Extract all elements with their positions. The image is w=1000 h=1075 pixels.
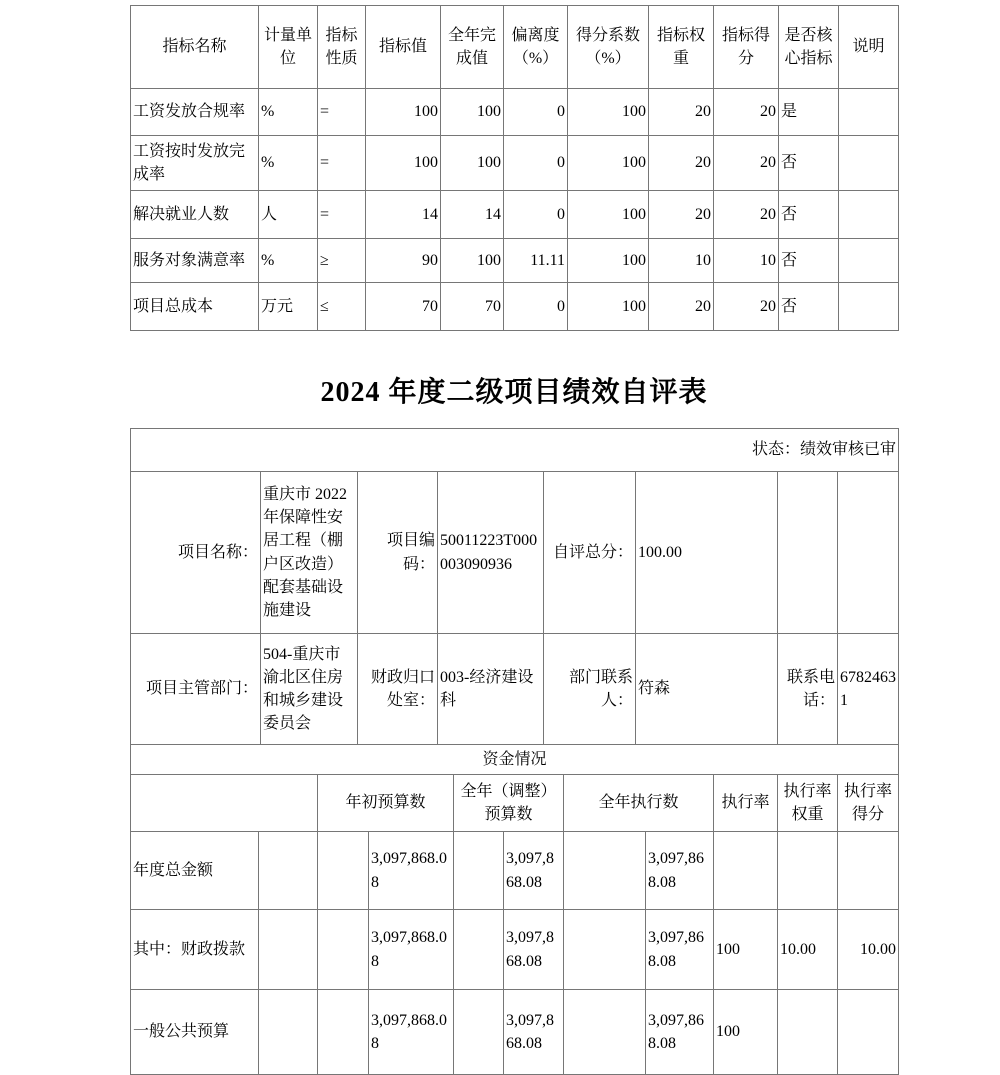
metric-target-cell: 100 bbox=[366, 89, 441, 136]
metric-core-cell: 否 bbox=[779, 283, 839, 331]
metric-name-cell: 解决就业人数 bbox=[131, 191, 259, 239]
metric-completed-cell: 100 bbox=[441, 89, 504, 136]
metric-note-cell bbox=[839, 239, 899, 283]
empty-cell bbox=[318, 990, 369, 1075]
metric-unit-cell: % bbox=[259, 239, 318, 283]
metric-name-cell: 工资发放合规率 bbox=[131, 89, 259, 136]
col-header-initial-budget: 年初预算数 bbox=[318, 775, 454, 832]
finance-office-value: 003-经济建设科 bbox=[438, 634, 544, 745]
project-name-label: 项目名称： bbox=[131, 472, 261, 634]
metric-unit-cell: % bbox=[259, 89, 318, 136]
metric-deviation-cell: 0 bbox=[504, 283, 568, 331]
metric-score-cell: 20 bbox=[714, 89, 779, 136]
finance-office-label: 财政归口处室： bbox=[358, 634, 438, 745]
rate-weight-value bbox=[778, 990, 838, 1075]
project-name-row bbox=[131, 472, 899, 634]
funding-table bbox=[130, 774, 899, 1075]
col-header-is-core: 是否核心指标 bbox=[779, 6, 839, 89]
funding-section-row bbox=[131, 745, 899, 775]
metric-note-cell bbox=[839, 89, 899, 136]
empty-cell bbox=[259, 832, 318, 910]
metric-nature-cell: = bbox=[318, 191, 366, 239]
rate-weight-value bbox=[778, 832, 838, 910]
initial-budget-value: 3,097,868.08 bbox=[369, 832, 454, 910]
metric-completed-cell: 100 bbox=[441, 239, 504, 283]
metric-score-cell: 20 bbox=[714, 283, 779, 331]
metric-weight-cell: 20 bbox=[649, 136, 714, 191]
col-header-target-value: 指标值 bbox=[366, 6, 441, 89]
empty-header-cell bbox=[131, 775, 318, 832]
funding-row bbox=[131, 832, 899, 910]
empty-cell bbox=[454, 832, 504, 910]
empty-cell bbox=[838, 472, 899, 634]
self-score-value: 100.00 bbox=[636, 472, 778, 634]
adjusted-budget-value: 3,097,868.08 bbox=[504, 832, 564, 910]
metric-row bbox=[131, 89, 899, 136]
execution-rate-value bbox=[714, 832, 778, 910]
metric-coefficient-cell: 100 bbox=[568, 191, 649, 239]
metric-unit-cell: 万元 bbox=[259, 283, 318, 331]
metric-coefficient-cell: 100 bbox=[568, 136, 649, 191]
project-code-value: 50011223T000003090936 bbox=[438, 472, 544, 634]
metric-weight-cell: 20 bbox=[649, 191, 714, 239]
metric-nature-cell: = bbox=[318, 89, 366, 136]
department-row bbox=[131, 634, 899, 745]
metric-score-cell: 20 bbox=[714, 191, 779, 239]
metric-deviation-cell: 0 bbox=[504, 136, 568, 191]
metric-name-cell: 项目总成本 bbox=[131, 283, 259, 331]
metric-nature-cell: ≤ bbox=[318, 283, 366, 331]
metric-core-cell: 否 bbox=[779, 136, 839, 191]
metric-target-cell: 100 bbox=[366, 136, 441, 191]
executed-amount-value: 3,097,868.08 bbox=[646, 990, 714, 1075]
metric-row bbox=[131, 136, 899, 191]
funding-row-label: 年度总金额 bbox=[131, 832, 259, 910]
metric-target-cell: 70 bbox=[366, 283, 441, 331]
department-label: 项目主管部门： bbox=[131, 634, 261, 745]
metric-note-cell bbox=[839, 191, 899, 239]
col-header-note: 说明 bbox=[839, 6, 899, 89]
col-header-deviation: 偏离度（%） bbox=[504, 6, 568, 89]
metric-nature-cell: = bbox=[318, 136, 366, 191]
metric-note-cell bbox=[839, 136, 899, 191]
empty-cell bbox=[778, 472, 838, 634]
rate-weight-value: 10.00 bbox=[778, 910, 838, 990]
col-header-adjusted-budget: 全年（调整）预算数 bbox=[454, 775, 564, 832]
page bbox=[0, 5, 1000, 1066]
col-header-execution-rate: 执行率 bbox=[714, 775, 778, 832]
col-header-completed-value: 全年完成值 bbox=[441, 6, 504, 89]
metric-core-cell: 否 bbox=[779, 191, 839, 239]
funding-row bbox=[131, 990, 899, 1075]
phone-label: 联系电话： bbox=[778, 634, 838, 745]
col-header-score-coefficient: 得分系数（%） bbox=[568, 6, 649, 89]
document bbox=[130, 5, 898, 1075]
execution-rate-value: 100 bbox=[714, 910, 778, 990]
col-header-weight: 指标权重 bbox=[649, 6, 714, 89]
metric-name-cell: 服务对象满意率 bbox=[131, 239, 259, 283]
funding-row-label: 一般公共预算 bbox=[131, 990, 259, 1075]
funding-row-label: 其中：财政拨款 bbox=[131, 910, 259, 990]
metric-completed-cell: 14 bbox=[441, 191, 504, 239]
empty-cell bbox=[259, 910, 318, 990]
metric-deviation-cell: 0 bbox=[504, 191, 568, 239]
execution-rate-value: 100 bbox=[714, 990, 778, 1075]
executed-amount-value: 3,097,868.08 bbox=[646, 910, 714, 990]
phone-value: 67824631 bbox=[838, 634, 899, 745]
self-score-label: 自评总分： bbox=[544, 472, 636, 634]
empty-cell bbox=[564, 832, 646, 910]
empty-cell bbox=[318, 832, 369, 910]
project-info-table bbox=[130, 428, 899, 775]
metric-score-cell: 10 bbox=[714, 239, 779, 283]
rate-score-value bbox=[838, 990, 899, 1075]
col-header-score: 指标得分 bbox=[714, 6, 779, 89]
project-name-value: 重庆市 2022年保障性安居工程（棚户区改造）配套基础设施建设 bbox=[261, 472, 358, 634]
metric-name-cell: 工资按时发放完成率 bbox=[131, 136, 259, 191]
empty-cell bbox=[454, 990, 504, 1075]
col-header-rate-weight: 执行率权重 bbox=[778, 775, 838, 832]
metric-deviation-cell: 11.11 bbox=[504, 239, 568, 283]
rate-score-value: 10.00 bbox=[838, 910, 899, 990]
metric-row bbox=[131, 283, 899, 331]
metric-coefficient-cell: 100 bbox=[568, 239, 649, 283]
metric-weight-cell: 10 bbox=[649, 239, 714, 283]
project-code-label: 项目编码： bbox=[358, 472, 438, 634]
empty-cell bbox=[318, 910, 369, 990]
metric-completed-cell: 100 bbox=[441, 136, 504, 191]
adjusted-budget-value: 3,097,868.08 bbox=[504, 990, 564, 1075]
funding-header-row bbox=[131, 775, 899, 832]
metric-nature-cell: ≥ bbox=[318, 239, 366, 283]
col-header-unit: 计量单位 bbox=[259, 6, 318, 89]
metrics-header-row bbox=[131, 6, 899, 89]
metric-coefficient-cell: 100 bbox=[568, 89, 649, 136]
page-title: 2024 年度二级项目绩效自评表 bbox=[320, 377, 708, 408]
metric-unit-cell: 人 bbox=[259, 191, 318, 239]
metrics-table bbox=[130, 5, 899, 331]
initial-budget-value: 3,097,868.08 bbox=[369, 990, 454, 1075]
metric-unit-cell: % bbox=[259, 136, 318, 191]
department-value: 504-重庆市渝北区住房和城乡建设委员会 bbox=[261, 634, 358, 745]
empty-cell bbox=[454, 910, 504, 990]
metric-target-cell: 14 bbox=[366, 191, 441, 239]
metric-row bbox=[131, 191, 899, 239]
col-header-rate-score: 执行率得分 bbox=[838, 775, 899, 832]
metric-weight-cell: 20 bbox=[649, 283, 714, 331]
adjusted-budget-value: 3,097,868.08 bbox=[504, 910, 564, 990]
status-row bbox=[131, 429, 899, 472]
executed-amount-value: 3,097,868.08 bbox=[646, 832, 714, 910]
funding-row bbox=[131, 910, 899, 990]
contact-person-value: 符森 bbox=[636, 634, 778, 745]
metric-note-cell bbox=[839, 283, 899, 331]
metric-coefficient-cell: 100 bbox=[568, 283, 649, 331]
empty-cell bbox=[564, 910, 646, 990]
metric-row bbox=[131, 239, 899, 283]
contact-person-label: 部门联系人： bbox=[544, 634, 636, 745]
metric-deviation-cell: 0 bbox=[504, 89, 568, 136]
col-header-nature: 指标性质 bbox=[318, 6, 366, 89]
metric-target-cell: 90 bbox=[366, 239, 441, 283]
metric-completed-cell: 70 bbox=[441, 283, 504, 331]
initial-budget-value: 3,097,868.08 bbox=[369, 910, 454, 990]
metric-weight-cell: 20 bbox=[649, 89, 714, 136]
col-header-indicator-name: 指标名称 bbox=[131, 6, 259, 89]
metric-score-cell: 20 bbox=[714, 136, 779, 191]
status-text: 状态：绩效审核已审 bbox=[131, 429, 899, 472]
funding-section-title: 资金情况 bbox=[131, 745, 899, 775]
metric-core-cell: 否 bbox=[779, 239, 839, 283]
col-header-executed-amount: 全年执行数 bbox=[564, 775, 714, 832]
empty-cell bbox=[259, 990, 318, 1075]
empty-cell bbox=[564, 990, 646, 1075]
metric-core-cell: 是 bbox=[779, 89, 839, 136]
rate-score-value bbox=[838, 832, 899, 910]
